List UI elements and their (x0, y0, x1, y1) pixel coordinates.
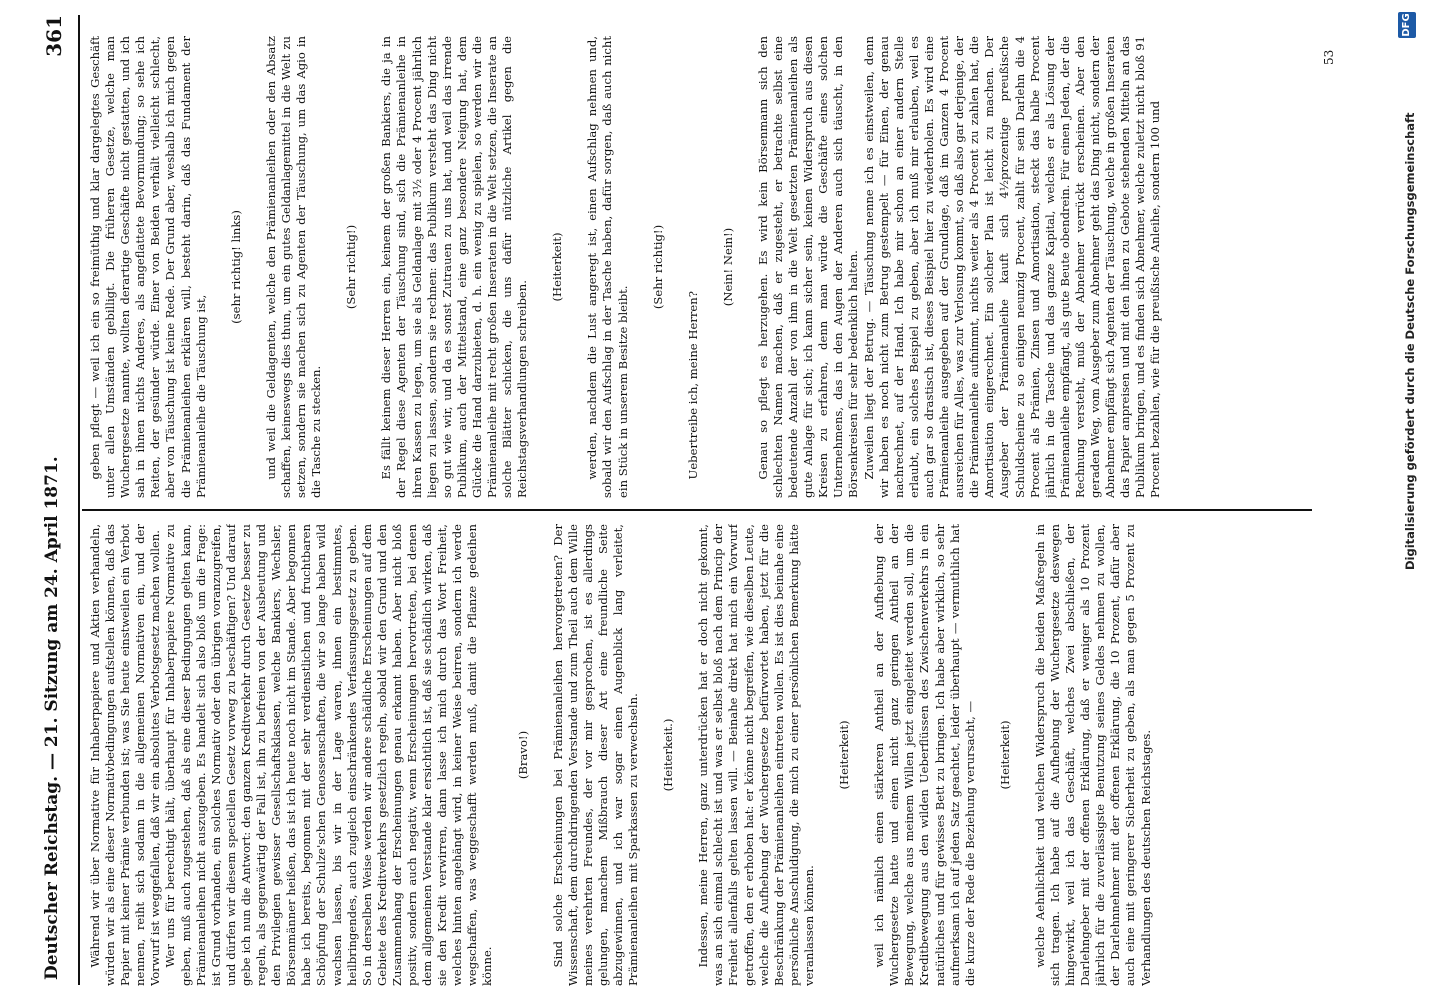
audience-reaction: (Heiterkeit.) (661, 718, 676, 792)
audience-reaction: (Heiterkeit) (997, 720, 1012, 790)
signature-mark: 53 (1322, 49, 1336, 65)
text-column-left (88, 524, 1313, 986)
paragraph: Während wir über Normative für Inhaberpapiere und Aktien verhandeln, würden wir als eine dieser Normativbedingungen aufstellen können, daß das Papier mit keiner Prämie verbunden ist; was Sie heute einstweilen ein Verbot nennen, reiht sich sodann in die allgemeinen Normativen ein, und der Vorwurf ist weggefallen, daß wir ein absolutes Verbotsgesetz machen wollen. (88, 524, 163, 986)
paragraph: Uebertreibe ich, meine Herren? (685, 291, 700, 480)
paragraph: geben pflegt — weil ich ein so freimüthig und klar dargelegtes Geschäft unter allen Umständen gebilligt. Die früheren Gesetze, welche man Wuchergesetze nannte, wollten derartige Geschäfte nicht gestatten, und ich sah in ihnen nichts Anderes, als angeflattete Bevormundung; so sehe ich Reiten, der gesünder würde. Einer von Beiden verhält vielleicht schlecht, aber von Täuschung ist keine Rede. Der Grund aber, weshalb ich mich gegen die Prämienanleihen erklären will, besteht darin, daß das Fundament der Prämienanleihe die Täuschung ist, (88, 36, 208, 498)
text-column-right (88, 36, 1313, 498)
audience-reaction: (Bravo!) (515, 730, 530, 780)
paragraph: welche Aehnlichkeit und welchen Widerspruch die beiden Maßregeln in sich tragen. Ich habe auf die Aufhebung der Wuchergesetze deswegen hingewirkt, weil ich das Geschäft, welches Zwei abschließen, der Darlehngeber mit der offenen Erklärung, daß er weniger als 10 Prozent jährlich für die zuverlässigste Benutzung seines Geldes nehmen zu wollen, der Darlehnnehmer mit der offenen Erklärung, die 10 Prozent, dafür aber auch eine mit geringerer Sicherheit zu geben, als man gegen 5 Prozent zu Verhandlungen des deutschen Reichstages. (1032, 524, 1153, 986)
dfg-logo-icon: DFG (1398, 12, 1416, 38)
paragraph: Indessen, meine Herren, ganz unterdrücken hat er doch nicht gekonnt, was an sich einmal schlecht ist und was er selbst bloß nach dem Princip der Freiheit allenfalls gelten lassen will. — Beinahe direkt hat mich ein Vorwurf getroffen, den er erhoben hat: er könne nicht begreifen, wie dieselben Leute, welche die Aufhebung der Wuchergesetze befürwortet haben, jetzt für die Beschränkung der Prämienanleihen eintreten wollen. Es ist dies beinahe eine persönliche Anschuldigung, die mich zu einer persönlichen Bemerkung hätte veranlassen können. (696, 524, 816, 986)
paragraph: Sind solche Erscheinungen bei Prämienanleihen hervorgetreten? Der Wissenschaft, dem durchdringenden Verstande und zum Theil auch dem Wille meines verehrten Freundes, der vor mir gesprochen, ist es allerdings gelungen, manchem Mißbrauch dieser Art eine freundliche Seite abzugewinnen, und ich war sogar einen Augenblick lang verleitet, Prämienanleihen mit Sparkassen zu verwechseln. (550, 524, 641, 986)
paragraph: werden, nachdem die Lust angeregt ist, einen Aufschlag nehmen und, sobald wir den Aufschlag in der Tasche haben, dafür sorgen, daß auch nicht ein Stück in unserem Besitze bleibt. (585, 36, 630, 498)
audience-reaction: (Sehr richtig!) (650, 224, 665, 310)
paragraph: und weil die Geldagenten, welche den Prämienanleihen oder den Absatz schaffen, keineswegs dies thun, um ein gutes Geldanlagemittel in die Welt zu setzen, sondern sie machen sich zu Agenten der Täuschung, um das Agio in die Tasche zu stecken. (263, 36, 324, 498)
running-header: Deutscher Reichstag. — 21. Sitzung am 24. April 1871. (42, 456, 62, 980)
paragraph: Genau so pflegt es herzugehen. Es wird kein Börsenmann sich den schlechten Namen machen, daß er zugesteht, er betrachte selbst eine bedeutende Anzahl der von ihm in die Welt gesetzten Prämienanleihen als gute Anlage für sich; ich kann sicher sein, keinen Widerspruch aus diesen Kreisen zu erfahren, denn man würde die Geschäfte eines solchen Unternehmens, das in den Augen der Anderen auch sich täuscht, in den Börsenkreisen für sehr bedenklich halten. (755, 36, 861, 498)
audience-reaction: (Heiterkeit) (550, 232, 565, 302)
page-number: 361 (42, 15, 66, 57)
audience-reaction: (sehr richtig! links) (228, 210, 243, 324)
paragraph: Es fällt keinem dieser Herren ein, keinem der großen Bankiers, die ja in der Regel diese Agenten der Täuschung sind, sich die Prämienanleihe in ihren Kassen zu legen, um sie als Geldanlage mit 3½ oder 4 Procent jährlich liegen zu lassen, sondern sie rechnen: das Publikum versteht das Ding nicht so gut wie wir, und da es sonst Zutrauen zu uns hat, und weil das irrende Publikum, auch der Mittelstand, eine ganz besondere Neigung hat, dem Glücke die Hand darzubieten, d. h. ein wenig zu spielen, so werden wir die Prämienanleihe mit recht großen Inseraten in die Welt setzen, die Inserate an solche Blätter schicken, die uns dafür nützliche Artikel gegen die Reichstagsverhandlungen schreiben. (379, 36, 530, 498)
audience-reaction: (Heiterkeit) (837, 720, 852, 790)
paragraph: weil ich nämlich einen stärkeren Antheil an der Aufhebung der Wuchergesetze hatte und einen nicht ganz geringen Antheil an der Bewegung, welche aus meinem Willen jetzt eingeleitet werden soll, um die Kreditbewegung aus den wilden Ueberflüssen des Zwischenverkehrs in ein natürliches und für gewisses Bett zu bringen. Ich habe aber wirklich, so sehr aufmerksam ich auf jeden Satz geachtet, leider überhaupt — vermuthlich hat die kurze der Rede die Beziehung verursacht, — (872, 524, 977, 986)
header-rule (78, 15, 80, 985)
audience-reaction: (Nein! Nein!) (720, 227, 735, 307)
sponsor-line: Digitalisierung gefördert durch die Deutsche Forschungsgemeinschaft (1403, 112, 1417, 570)
paragraph: Wer uns für berechtigt hält, überhaupt für Inhaberpapiere Normative zu geben, muß auch zugestehen, daß als eine dieser Bedingungen gelten kann, Prämienanleihen nicht auszugeben. Es handelt sich also bloß um die Frage: ist Grund vorhanden, ein solches Normativ oder den übrigen voranzugreifen, und dürfen wir diesem speciellen Gesetz vorweg zu beschäftigen? Und darauf gebe ich nun die Antwort: den ganzen Kreditverkehr durch Gesetze besser zu regeln, als gegenwärtig der Fall ist, ihn zu befreien von der Ausbeutung und den Privilegien gewisser Gesellschaftsklassen, welche Bankiers, Wechsler, Börsenmänner heißen, das ist ich heute noch nicht im Stande. Aber begonnen habe ich bereits, begonnen mit der sehr verdienstlichen und fruchtbaren Schöpfung der Schulze'schen Genossenschaften, die wir so lange haben wild wachsen lassen, bis wir in der Lage waren, ihnen ein bestimmtes, heilbringendes, auch zugleich einschränkendes Verfassungsgesetz zu geben. So in derselben Weise werden wir andere schädliche Erscheinungen auf dem Gebiete des Kreditverkehrs gesetzlich regeln, sobald wir den Grund und den Zusammenhang der Erscheinungen genau erkannt haben. Aber nicht bloß positiv, sondern auch negativ, wenn Erscheinungen hervortreten, bei denen dem allgemeinen Verstande klar ersichtlich ist, daß sie schädlich wirken, daß sie den Kredit verwirren, dann lasse ich mich durch das Wort Freiheit, welches hinten angehängt wird, in keiner Weise beirren, sondern ich werde wegschaffen, was weggeschafft werden muß, damit die Pflanze gedeihen könne. (163, 524, 495, 986)
audience-reaction: (Sehr richtig!) (344, 224, 359, 310)
column-divider (82, 509, 1312, 511)
paragraph: Zuweilen liegt der Betrug. — Täuschung nenne ich es einstweilen, denn wir haben es noch nicht zum Betrug gestempelt — für Einen, der genau nachrechnet, auf der Hand. Ich habe mir schon an einer andern Stelle erlaubt, ein solches Beispiel zu geben, aber ich muß mir erlauben, weil es auch gar so drastisch ist, dieses Beispiel hier zu wiederholen. Es wird eine Prämienanleihe ausgegeben auf der Grundlage, daß im Ganzen 4 Procent ausreichen für Alles, was zur Verlosung kommt, so daß also gar derjenige, der die Prämienanleihe aufnimmt, nichts weiter als 4 Procent zu zahlen hat, die Amortisation eingerechnet. Ein solcher Plan ist leicht zu machen. Der Ausgeber der Prämienanleihe kauft sich 4½prozentige preußische Schuldscheine zu so einigen neunzig Procent, zahlt für sein Darlehn die 4 Procent als Prämien, Zinsen und Amortisation, steckt das halbe Procent jährlich in die Tasche und das ganze Kapital, welches er als Lösung der Prämienanleihe empfängt, als gute Beute obendrein. Für einen Jeden, der die Rechnung versteht, muß der Abnehmer verrückt erscheinen. Aber den geraden Weg, vom Ausgeber zum Abnehmer geht das Ding nicht, sondern der Abnehmer empfängt sich Agenten der Täuschung, welche in großen Inseraten das Papier anpreisen und mit den ihnen zu Gebote stehenden Mitteln an das Publikum bringen, und es finden sich Abnehmer, welche zuletzt nicht bloß 91 Procent bezahlen, wie für die preußische Anleihe, sondern 100 und (861, 36, 1163, 498)
